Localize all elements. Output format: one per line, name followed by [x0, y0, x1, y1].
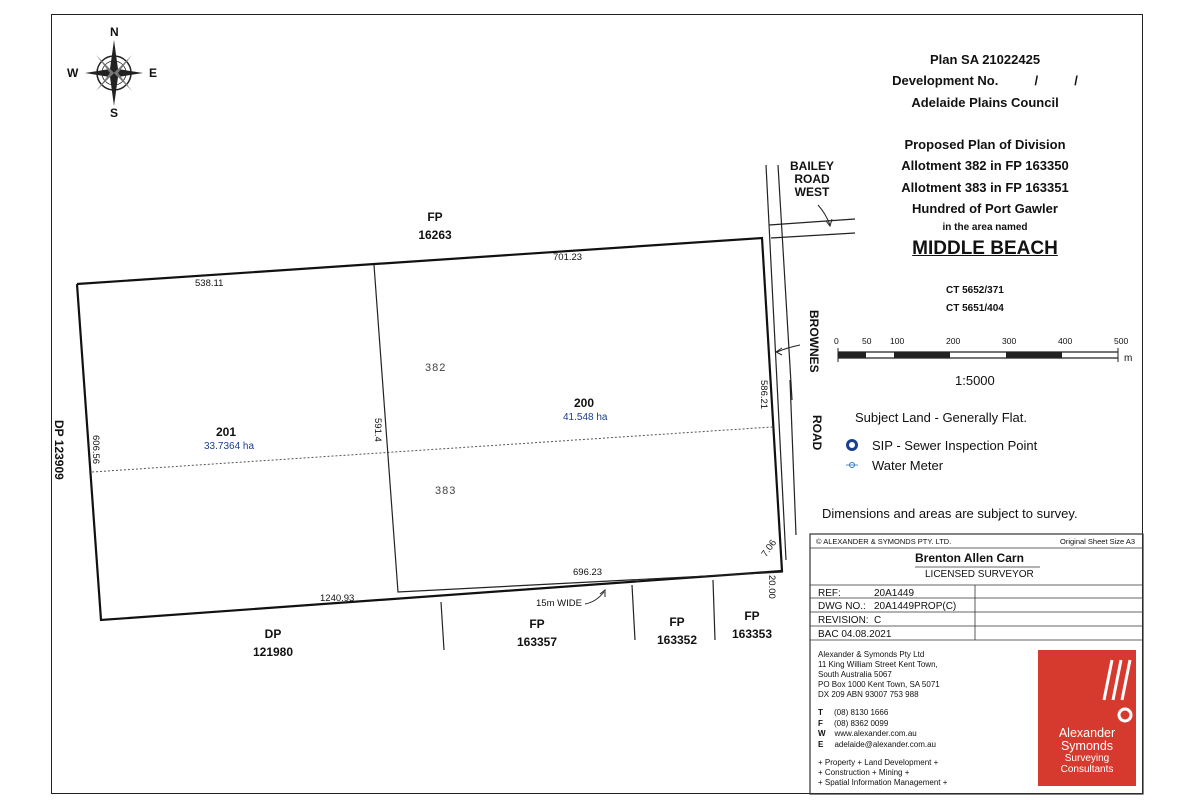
council-name: Adelaide Plains Council — [911, 95, 1059, 110]
dwg-value: 20A1449PROP(C) — [874, 601, 957, 612]
surveyor-name: Brenton Allen Carn — [915, 551, 1024, 565]
allotment-383: Allotment 383 in FP 163351 — [901, 180, 1069, 195]
compass-e: E — [149, 66, 158, 80]
logo-text: Alexander Symonds Surveying Consultants — [1058, 726, 1116, 775]
scale-tick-200: 200 — [946, 336, 961, 346]
water-meter-note: Water Meter — [872, 458, 944, 473]
scale-tick-300: 300 — [1002, 336, 1017, 346]
old-allotment-line — [92, 427, 772, 472]
dim-corner2: 20.00 — [766, 575, 777, 599]
water-meter-icon — [846, 463, 858, 468]
surveyor-role: LICENSED SURVEYOR — [925, 569, 1034, 580]
hundred-name: Hundred of Port Gawler — [912, 201, 1058, 216]
scale-tick-50: 50 — [862, 336, 872, 346]
ct-5651: CT 5651/404 — [946, 303, 1004, 314]
ct-5652: CT 5652/371 — [946, 285, 1004, 296]
scale-tick-100: 100 — [890, 336, 905, 346]
lot-200-number: 200 — [574, 396, 595, 410]
allotment-382: Allotment 382 in FP 163350 — [901, 158, 1069, 173]
dim-bottom-inner: 696.23 — [573, 567, 603, 578]
dim-bottom-left: 1240.93 — [320, 593, 355, 604]
brownes-label: BROWNES — [807, 310, 821, 373]
date-stamp: BAC 04.08.2021 — [818, 629, 892, 640]
compass-w: W — [67, 66, 79, 80]
fp163353-west — [713, 580, 715, 640]
scale-tick-400: 400 — [1058, 336, 1073, 346]
ref-value: 20A1449 — [874, 588, 915, 599]
fp163353-label: FP 163353 — [731, 609, 773, 641]
locality-name: MIDDLE BEACH — [912, 238, 1058, 259]
survey-note: Dimensions and areas are subject to survey. — [822, 506, 1078, 521]
dwg-label: DWG NO.: — [818, 601, 866, 612]
services-list: + Property + Land Development + + Construction + Mining + + Spatial Information Management + — [818, 758, 948, 787]
fp163357-west — [441, 602, 444, 650]
old-lot-382: 382 — [425, 362, 447, 374]
compass-rose-icon — [85, 40, 143, 106]
lot-201-number: 201 — [216, 425, 237, 439]
plan-purpose: Proposed Plan of Division — [904, 137, 1066, 152]
fp16263-label: FP 16263 — [418, 210, 452, 242]
brownes-road-east-edge — [778, 165, 792, 400]
rev-label: REVISION: — [818, 615, 869, 626]
company-address: Alexander & Symonds Pty Ltd 11 King William Street Kent Town, South Australia 5067 PO Box 1000 Kent Town, SA 5071 DX 209 ABN 93007 753 988 — [818, 650, 940, 699]
road-label: ROAD — [810, 415, 824, 451]
sip-note: SIP - Sewer Inspection Point — [872, 438, 1038, 453]
road-width-label: 15m WIDE — [536, 598, 582, 609]
fp163352-west — [632, 585, 635, 640]
fp163357-label: FP 163357 — [516, 617, 558, 649]
plan-number: Plan SA 21022425 — [929, 52, 1041, 67]
sheet-size: Original Sheet Size A3 — [1060, 537, 1136, 546]
lot-200-area: 41.548 ha — [563, 412, 608, 423]
dim-mid: 591.4 — [372, 418, 383, 442]
dp123909-label: DP 123909 — [52, 420, 66, 480]
scale-bar — [838, 348, 1118, 362]
compass-n: N — [110, 25, 119, 39]
wide-arrow — [585, 592, 604, 604]
division-line — [374, 265, 783, 592]
rev-value: C — [874, 615, 882, 626]
contact-details: T (08) 8130 1666 F (08) 8362 0099 W www.alexander.com.au E adelaide@alexander.com.au — [818, 708, 936, 749]
bailey-road-label: BAILEY ROAD WEST — [789, 159, 834, 199]
scale-tick-0: 0 — [834, 336, 839, 346]
sip-icon — [848, 441, 857, 450]
dim-left: 606.56 — [90, 435, 101, 465]
bailey-road-south-edge — [771, 233, 855, 238]
development-number: Development No. / / — [892, 73, 1078, 88]
lot-201-area: 33.7364 ha — [204, 441, 255, 452]
scale-tick-500: 500 — [1114, 336, 1129, 346]
fp163352-label: FP 163352 — [656, 615, 698, 647]
dim-corner: 7.06 — [759, 537, 780, 560]
area-named: in the area named — [942, 222, 1028, 233]
scale-unit: m — [1124, 353, 1133, 364]
dim-right: 586.21 — [758, 380, 769, 410]
parcel-boundary — [77, 238, 782, 620]
scale-ratio: 1:5000 — [955, 373, 995, 388]
dim-top-left: 538.11 — [195, 278, 224, 289]
ref-label: REF: — [818, 588, 841, 599]
dp121980-label: DP 121980 — [252, 627, 294, 659]
land-note: Subject Land - Generally Flat. — [855, 410, 1027, 425]
old-lot-383: 383 — [435, 485, 457, 497]
dim-top-right: 701.23 — [553, 252, 583, 263]
copyright: © ALEXANDER & SYMONDS PTY. LTD. — [816, 537, 952, 546]
compass-s: S — [110, 106, 119, 120]
